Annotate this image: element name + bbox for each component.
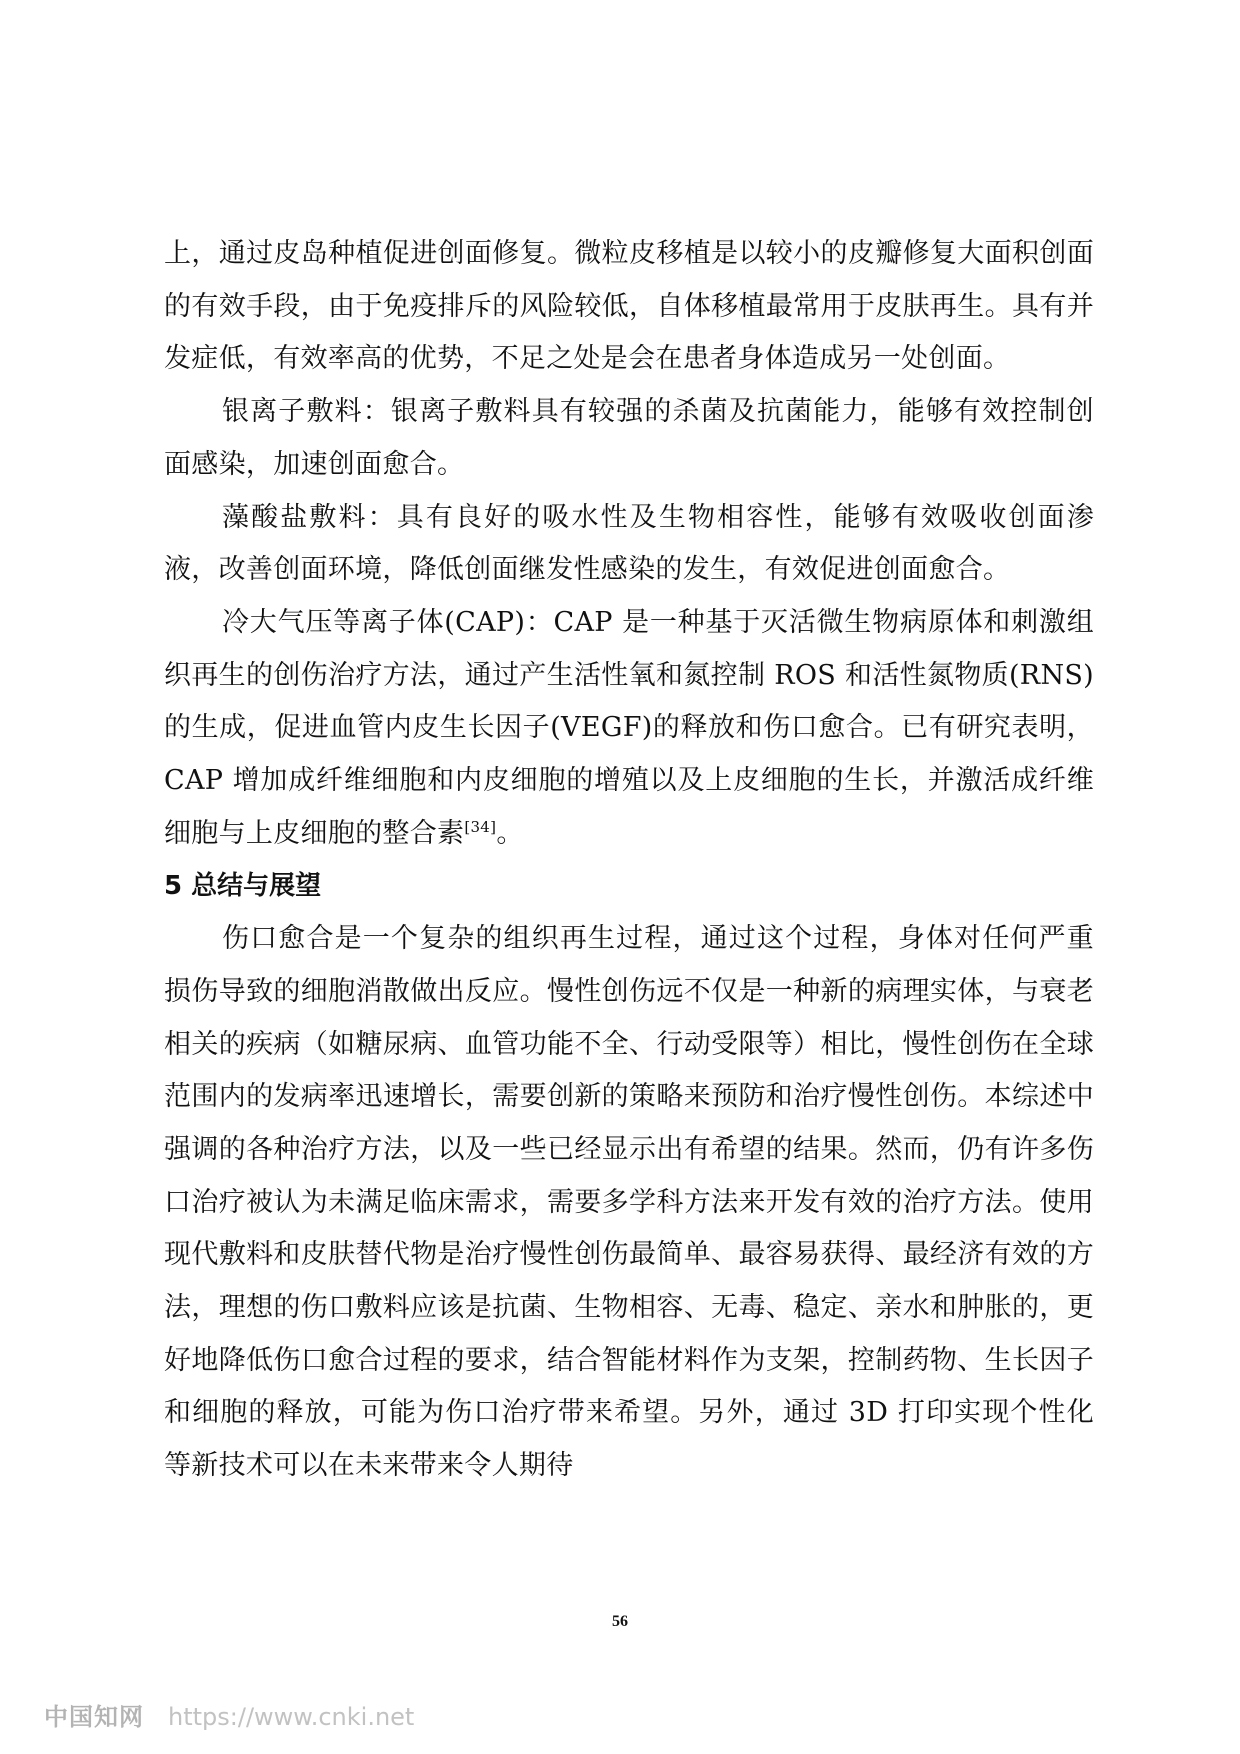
watermark-brand-logo: 中国知网: [44, 1703, 144, 1731]
citation-reference[interactable]: [34]: [464, 817, 497, 836]
paragraph-cap-tail: 。: [496, 817, 524, 849]
section-heading: 5 总结与展望: [164, 871, 322, 902]
paragraph-cold-atmospheric-plasma: [164, 597, 1094, 861]
paragraph-silver-ion-dressing: 银离子敷料：银离子敷料具有较强的杀菌及抗菌能力，能够有效控制创面感染，加速创面愈合。: [164, 396, 1094, 480]
body-text: [164, 228, 1094, 1493]
page-number: 56: [612, 1613, 628, 1630]
paragraph-summary: 伤口愈合是一个复杂的组织再生过程，通过这个过程，身体对任何严重损伤导致的细胞消散做出反应。慢性创伤远不仅是一种新的病理实体，与衰老相关的疾病（如糖尿病、血管功能不全、行动受限等）相比，慢性创伤在全球范围内的发病率迅速增长，需要创新的策略来预防和治疗慢性创伤。本综述中强调的各种治疗方法，以及一些已经显示出有希望的结果。然而，仍有许多伤口治疗被认为未满足临床需求，需要多学科方法来开发有效的治疗方法。使用现代敷料和皮肤替代物是治疗慢性创伤最简单、最容易获得、最经济有效的方法，理想的伤口敷料应该是抗菌、生物相容、无毒、稳定、亲水和肿胀的，更好地降低伤口愈合过程的要求，结合智能材料作为支架，控制药物、生长因子和细胞的释放，可能为伤口治疗带来希望。另外，通过 3D 打印实现个性化等新技术可以在未来带来令人期待: [164, 923, 1094, 1482]
paragraph-cap-text: 冷大气压等离子体(CAP)：CAP 是一种基于灭活微生物病原体和刺激组织再生的创伤治疗方法，通过产生活性氧和氮控制 ROS 和活性氮物质(RNS)的生成，促进血管内皮生长因子(VEGF)的释放和伤口愈合。已有研究表明，CAP 增加成纤维细胞和内皮细胞的增殖以及上皮细胞的生长，并激活成纤维细胞与上皮细胞的整合素: [164, 606, 1094, 849]
cnki-watermark: [44, 1697, 414, 1732]
paragraph-continuation: 上，通过皮岛种植促进创面修复。微粒皮移植是以较小的皮瓣修复大面积创面的有效手段，由于免疫排斥的风险较低，自体移植最常用于皮肤再生。具有并发症低，有效率高的优势，不足之处是会在患者身体造成另一处创面。: [164, 238, 1094, 375]
watermark-url[interactable]: https://www.cnki.net: [168, 1703, 415, 1731]
paragraph-alginate-dressing: 藻酸盐敷料：具有良好的吸水性及生物相容性，能够有效吸收创面渗液，改善创面环境，降低创面继发性感染的发生，有效促进创面愈合。: [164, 501, 1094, 586]
